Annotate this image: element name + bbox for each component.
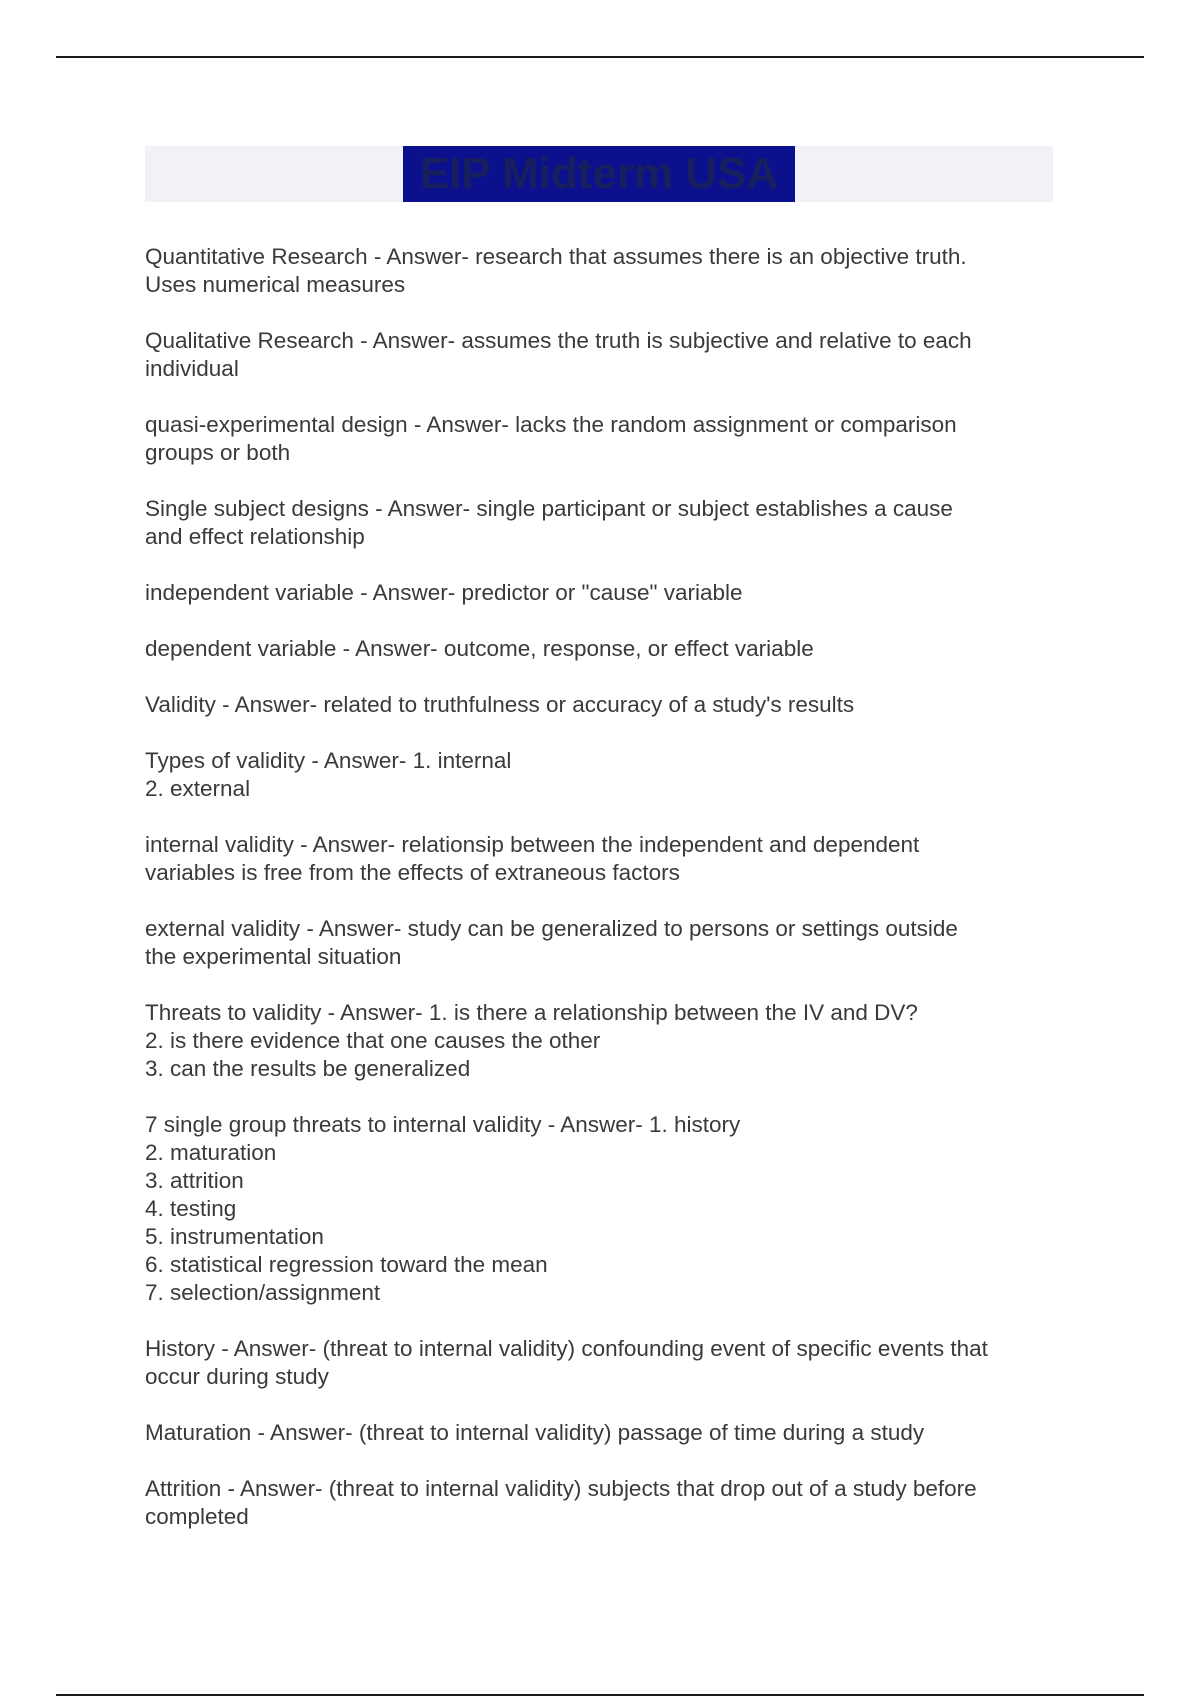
- item-line: 7 single group threats to internal validity - Answer- 1. history: [145, 1112, 741, 1137]
- item-line: 4. testing: [145, 1196, 237, 1221]
- term-definition-item: [145, 411, 1070, 467]
- item-line: 2. external: [145, 776, 251, 801]
- item-line: and effect relationship: [145, 524, 365, 549]
- term-definition-item: [145, 1335, 1070, 1391]
- item-line: internal validity - Answer- relationsip between the independent and dependent: [145, 832, 920, 857]
- item-line: 2. is there evidence that one causes the other: [145, 1028, 601, 1053]
- term-definition-item: [145, 327, 1070, 383]
- item-line: completed: [145, 1504, 249, 1529]
- term-definition-item: [145, 691, 1070, 719]
- term-definition-item: [145, 831, 1070, 887]
- item-line: Qualitative Research - Answer- assumes the truth is subjective and relative to each: [145, 328, 972, 353]
- item-line: 3. can the results be generalized: [145, 1056, 471, 1081]
- term-definition-item: [145, 635, 1070, 663]
- title-box: [403, 146, 795, 202]
- item-line: individual: [145, 356, 239, 381]
- term-definition-item: [145, 243, 1070, 299]
- item-line: 6. statistical regression toward the mean: [145, 1252, 548, 1277]
- term-definition-item: [145, 495, 1070, 551]
- item-line: 2. maturation: [145, 1140, 277, 1165]
- term-definition-item: [145, 1419, 1070, 1447]
- item-line: groups or both: [145, 440, 291, 465]
- item-line: Maturation - Answer- (threat to internal validity) passage of time during a study: [145, 1420, 925, 1445]
- term-definition-item: [145, 999, 1070, 1083]
- title-bar: [145, 146, 1053, 202]
- item-line: Single subject designs - Answer- single participant or subject establishes a cause: [145, 496, 953, 521]
- flashcard-list: [145, 243, 1070, 1559]
- item-line: 7. selection/assignment: [145, 1280, 381, 1305]
- item-line: 3. attrition: [145, 1168, 244, 1193]
- term-definition-item: [145, 1111, 1070, 1307]
- term-definition-item: [145, 579, 1070, 607]
- term-definition-item: [145, 747, 1070, 803]
- item-line: Validity - Answer- related to truthfulness or accuracy of a study's results: [145, 692, 855, 717]
- item-line: Attrition - Answer- (threat to internal validity) subjects that drop out of a study before: [145, 1476, 977, 1501]
- top-rule: [56, 56, 1144, 58]
- item-line: 5. instrumentation: [145, 1224, 324, 1249]
- item-line: occur during study: [145, 1364, 329, 1389]
- item-line: the experimental situation: [145, 944, 402, 969]
- item-line: independent variable - Answer- predictor or "cause" variable: [145, 580, 743, 605]
- item-line: external validity - Answer- study can be generalized to persons or settings outside: [145, 916, 958, 941]
- term-definition-item: [145, 1475, 1070, 1531]
- bottom-rule: [56, 1694, 1144, 1696]
- item-line: Types of validity - Answer- 1. internal: [145, 748, 512, 773]
- item-line: variables is free from the effects of extraneous factors: [145, 860, 680, 885]
- item-line: History - Answer- (threat to internal validity) confounding event of specific events that: [145, 1336, 988, 1361]
- page-title: EIP Midterm USA: [419, 149, 779, 198]
- item-line: Threats to validity - Answer- 1. is there a relationship between the IV and DV?: [145, 1000, 918, 1025]
- item-line: Uses numerical measures: [145, 272, 406, 297]
- term-definition-item: [145, 915, 1070, 971]
- item-line: Quantitative Research - Answer- research that assumes there is an objective truth.: [145, 244, 967, 269]
- item-line: dependent variable - Answer- outcome, response, or effect variable: [145, 636, 814, 661]
- item-line: quasi-experimental design - Answer- lacks the random assignment or comparison: [145, 412, 957, 437]
